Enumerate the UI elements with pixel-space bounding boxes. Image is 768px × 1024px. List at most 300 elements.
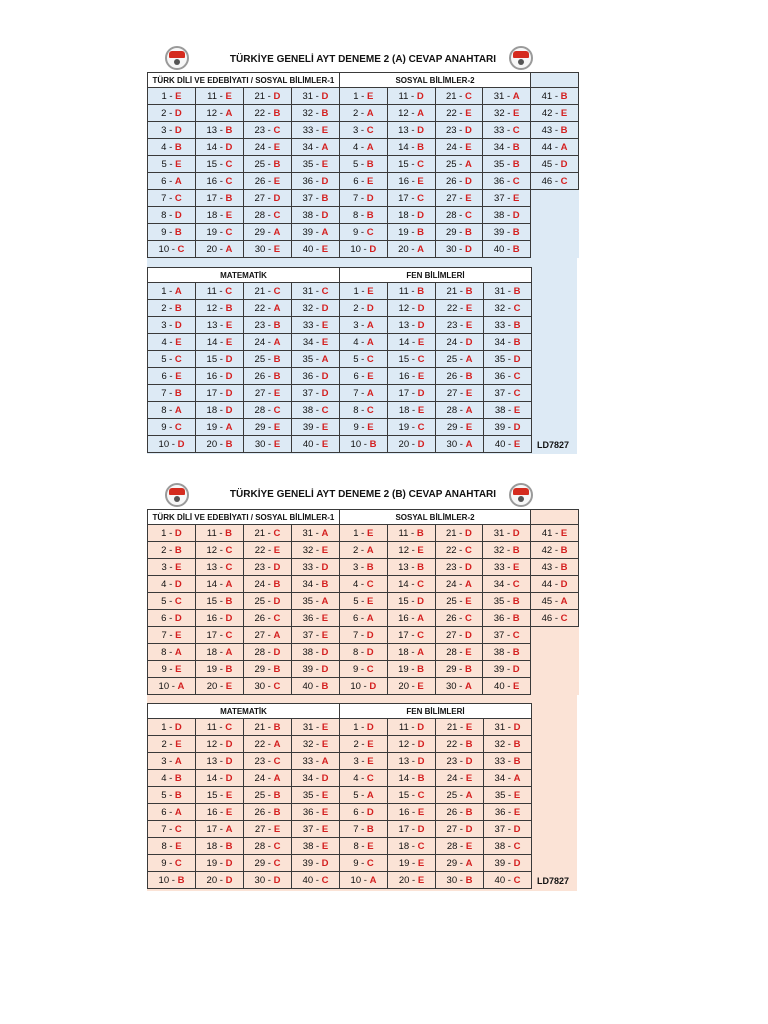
answer-cell — [387, 88, 435, 105]
question-number: 35 - — [494, 353, 514, 365]
answer-cell — [531, 525, 579, 542]
answer-cell — [340, 855, 388, 872]
answer-letter: C — [225, 175, 233, 187]
answer-letter: A — [417, 646, 425, 658]
answer-cell — [292, 385, 340, 402]
answer-cell — [292, 317, 340, 334]
answer-cell — [244, 719, 292, 736]
question-number: 24 - — [446, 336, 466, 348]
question-number: 16 - — [398, 612, 418, 624]
question-number: 8 - — [161, 646, 175, 658]
answer-cell — [244, 838, 292, 855]
question-number: 23 - — [254, 561, 274, 573]
answer-letter: D — [465, 823, 473, 835]
answer-letter: E — [273, 387, 281, 399]
question-number: 31 - — [494, 721, 514, 733]
question-number: 30 - — [254, 680, 274, 692]
question-number: 1 - — [353, 285, 368, 297]
answer-letter: E — [321, 319, 329, 331]
answer-letter: D — [512, 663, 520, 675]
answer-cell — [388, 283, 436, 300]
answer-letter: E — [417, 404, 425, 416]
answer-cell — [148, 402, 196, 419]
answer-letter: C — [174, 353, 182, 365]
question-number: 38 - — [494, 840, 514, 852]
question-number: 26 - — [445, 175, 465, 187]
question-number: 36 - — [493, 175, 513, 187]
question-number: 23 - — [254, 124, 274, 136]
answer-cell — [339, 173, 387, 190]
answer-cell — [196, 855, 244, 872]
answer-cell — [483, 173, 531, 190]
question-number: 32 - — [494, 302, 514, 314]
answer-cell — [244, 736, 292, 753]
answer-cell — [196, 436, 244, 453]
answer-letter: D — [174, 527, 182, 539]
question-number: 34 - — [302, 772, 322, 784]
answer-letter: E — [465, 421, 473, 433]
answer-cell — [436, 838, 484, 855]
question-number: 32 - — [493, 544, 513, 556]
answer-cell — [244, 787, 292, 804]
answer-cell — [436, 872, 484, 889]
answer-cell — [148, 317, 196, 334]
answer-letter: A — [273, 738, 281, 750]
answer-cell — [387, 241, 435, 258]
question-number: 33 - — [302, 561, 322, 573]
answer-cell — [435, 610, 483, 627]
answer-cell — [148, 838, 196, 855]
answer-cell — [339, 105, 387, 122]
question-number: 36 - — [493, 612, 513, 624]
answer-cell — [292, 872, 340, 889]
table-row — [148, 385, 532, 402]
question-number: 39 - — [494, 857, 514, 869]
answer-letter: D — [417, 124, 425, 136]
answer-cell — [291, 122, 339, 139]
answer-letter: B — [417, 663, 425, 675]
answer-cell — [483, 122, 531, 139]
answer-cell — [148, 283, 196, 300]
answer-cell — [195, 627, 243, 644]
answer-letter: A — [225, 823, 233, 835]
answer-letter: A — [321, 527, 329, 539]
answer-cell — [483, 678, 531, 695]
answer-letter: E — [417, 544, 424, 556]
answer-letter: A — [225, 578, 233, 590]
answer-cell — [387, 610, 435, 627]
question-number: 14 - — [398, 336, 418, 348]
answer-letter: D — [174, 319, 182, 331]
answer-letter: B — [225, 438, 233, 450]
answer-cell — [388, 821, 436, 838]
empty-cell — [531, 190, 579, 207]
answer-cell — [483, 610, 531, 627]
answer-letter: E — [225, 90, 232, 102]
answer-letter: E — [273, 243, 281, 255]
question-number: 13 - — [206, 561, 226, 573]
question-number: 40 - — [302, 680, 322, 692]
answer-letter: A — [174, 646, 182, 658]
answer-letter: E — [465, 302, 473, 314]
answer-cell — [483, 644, 531, 661]
answer-cell — [484, 787, 532, 804]
answer-cell — [195, 525, 243, 542]
answer-cell — [195, 559, 243, 576]
answer-letter: D — [513, 353, 521, 365]
answer-letter: B — [225, 302, 233, 314]
answer-cell — [531, 542, 579, 559]
answer-cell — [148, 300, 196, 317]
answer-letter: E — [273, 438, 281, 450]
question-number: 12 - — [206, 738, 226, 750]
answer-letter: E — [225, 319, 233, 331]
answer-letter: D — [321, 175, 329, 187]
answer-cell — [388, 317, 436, 334]
answer-letter: A — [174, 285, 182, 297]
question-number: 46 - — [541, 175, 561, 187]
table-header-row — [148, 704, 532, 719]
answer-cell — [483, 576, 531, 593]
answer-letter: E — [366, 527, 374, 539]
question-number: 15 - — [206, 789, 226, 801]
question-number: 8 - — [161, 840, 176, 852]
answer-cell — [196, 283, 244, 300]
table-row — [148, 156, 579, 173]
question-number: 29 - — [254, 663, 274, 675]
answer-cell — [291, 190, 339, 207]
answer-cell — [340, 770, 388, 787]
question-number: 17 - — [206, 387, 226, 399]
question-number: 19 - — [398, 226, 418, 238]
question-number: 19 - — [398, 421, 418, 433]
answer-cell — [195, 224, 243, 241]
question-number: 26 - — [254, 612, 274, 624]
empty-cell — [531, 678, 579, 695]
question-number: 16 - — [206, 370, 226, 382]
question-number: 44 - — [541, 141, 561, 153]
answer-letter: A — [321, 595, 329, 607]
answer-cell — [484, 436, 532, 453]
question-number: 45 - — [541, 158, 561, 170]
answer-letter: C — [417, 578, 425, 590]
answer-cell — [243, 559, 291, 576]
question-number: 26 - — [446, 806, 466, 818]
answer-letter: B — [560, 544, 568, 556]
question-number: 27 - — [254, 192, 274, 204]
answer-letter: A — [225, 243, 233, 255]
answer-letter: C — [273, 209, 281, 221]
answer-cell — [388, 351, 436, 368]
question-number: 10 - — [158, 680, 178, 692]
answer-cell — [292, 351, 340, 368]
answer-cell — [291, 173, 339, 190]
question-number: 22 - — [254, 544, 274, 556]
answer-cell — [291, 678, 339, 695]
question-number: 28 - — [446, 840, 466, 852]
question-number: 20 - — [398, 680, 418, 692]
answer-cell — [292, 736, 340, 753]
answer-letter: D — [225, 370, 233, 382]
question-number: 23 - — [254, 319, 274, 331]
answer-letter: C — [513, 840, 521, 852]
answer-cell — [148, 678, 196, 695]
question-number: 40 - — [302, 243, 322, 255]
question-number: 23 - — [254, 755, 274, 767]
answer-cell — [148, 661, 196, 678]
question-number: 1 - — [161, 721, 175, 733]
question-number: 30 - — [446, 874, 466, 886]
question-number: 12 - — [398, 544, 418, 556]
answer-cell — [243, 661, 291, 678]
question-number: 10 - — [350, 243, 370, 255]
answer-cell — [292, 368, 340, 385]
answer-cell — [148, 368, 196, 385]
table-header-row — [148, 73, 579, 88]
question-number: 19 - — [398, 663, 418, 675]
table-row — [148, 334, 532, 351]
answer-cell — [148, 224, 196, 241]
question-number: 10 - — [158, 243, 178, 255]
question-number: 3 - — [161, 755, 175, 767]
answer-cell — [436, 770, 484, 787]
answer-letter: D — [225, 404, 233, 416]
answer-cell — [148, 139, 196, 156]
answer-cell — [243, 156, 291, 173]
answer-cell — [148, 156, 196, 173]
answer-letter: E — [321, 629, 329, 641]
answer-cell — [244, 872, 292, 889]
question-number: 17 - — [398, 387, 418, 399]
answer-cell — [292, 787, 340, 804]
answer-letter: B — [369, 438, 377, 450]
answer-cell — [483, 88, 531, 105]
answer-cell — [148, 770, 196, 787]
answer-letter: E — [366, 595, 374, 607]
answer-cell — [388, 368, 436, 385]
answer-letter: D — [417, 595, 425, 607]
answer-letter: E — [366, 175, 374, 187]
question-number: 25 - — [254, 158, 274, 170]
table-row — [148, 719, 532, 736]
answer-letter: E — [273, 823, 281, 835]
section-header: TÜRK DİLİ VE EDEBİYATI / SOSYAL BİLİMLER-1 — [148, 73, 340, 88]
answer-cell — [291, 105, 339, 122]
question-number: 17 - — [206, 192, 226, 204]
answer-cell — [148, 593, 196, 610]
answer-cell — [531, 105, 579, 122]
answer-cell — [435, 173, 483, 190]
answer-cell — [484, 872, 532, 889]
answer-cell — [195, 88, 243, 105]
table-row — [148, 644, 579, 661]
answer-letter: C — [273, 755, 281, 767]
question-number: 14 - — [206, 141, 226, 153]
answer-letter: A — [321, 755, 329, 767]
answer-cell — [339, 156, 387, 173]
answer-letter: B — [321, 578, 329, 590]
question-number: 34 - — [494, 336, 514, 348]
empty-cell — [531, 627, 579, 644]
answer-cell — [484, 419, 532, 436]
answer-cell — [387, 139, 435, 156]
question-number: 11 - — [206, 527, 226, 539]
answer-cell — [291, 224, 339, 241]
answer-cell — [436, 317, 484, 334]
answer-cell — [340, 300, 388, 317]
answer-letter: B — [512, 612, 520, 624]
answer-letter: C — [512, 124, 520, 136]
answer-letter: A — [513, 772, 521, 784]
question-number: 15 - — [398, 353, 418, 365]
answer-cell — [531, 610, 579, 627]
answer-cell — [387, 559, 435, 576]
answer-cell — [195, 644, 243, 661]
question-number: 34 - — [493, 578, 513, 590]
answer-letter: E — [321, 612, 329, 624]
question-number: 12 - — [398, 738, 418, 750]
answer-letter: D — [174, 124, 182, 136]
answer-letter: A — [464, 680, 472, 692]
table-row — [148, 122, 579, 139]
answer-letter: E — [321, 336, 329, 348]
question-number: 3 - — [352, 124, 367, 136]
answer-cell — [435, 644, 483, 661]
question-number: 26 - — [446, 370, 466, 382]
answer-letter: E — [273, 175, 281, 187]
answer-cell — [292, 770, 340, 787]
question-number: 13 - — [398, 319, 418, 331]
answer-cell — [435, 678, 483, 695]
question-number: 1 - — [161, 90, 176, 102]
answer-cell — [243, 173, 291, 190]
answer-cell — [244, 351, 292, 368]
answer-letter: E — [417, 680, 424, 692]
question-number: 4 - — [352, 141, 367, 153]
answer-letter: C — [321, 404, 329, 416]
question-number: 8 - — [352, 209, 367, 221]
answer-letter: D — [366, 646, 374, 658]
answer-cell — [196, 838, 244, 855]
answer-cell — [243, 105, 291, 122]
answer-letter: D — [273, 595, 281, 607]
section-header-extra — [531, 73, 579, 88]
question-number: 45 - — [541, 595, 561, 607]
question-number: 32 - — [302, 107, 322, 119]
question-number: 11 - — [206, 721, 226, 733]
question-number: 21 - — [254, 527, 274, 539]
question-number: 32 - — [302, 302, 322, 314]
answer-cell — [483, 593, 531, 610]
question-number: 9 - — [352, 226, 367, 238]
question-number: 24 - — [445, 578, 465, 590]
question-number: 17 - — [398, 629, 418, 641]
answer-cell — [435, 156, 483, 173]
answer-key-a-math-science-table — [147, 267, 532, 453]
answer-cell — [243, 241, 291, 258]
answer-cell — [148, 190, 196, 207]
question-number: 16 - — [398, 806, 418, 818]
question-number: 10 - — [158, 874, 178, 886]
answer-cell — [387, 173, 435, 190]
answer-letter: E — [465, 387, 473, 399]
question-number: 37 - — [494, 387, 514, 399]
answer-letter: C — [273, 857, 281, 869]
answer-cell — [340, 419, 388, 436]
question-number: 16 - — [206, 612, 226, 624]
answer-letter: A — [366, 544, 374, 556]
table-row — [148, 173, 579, 190]
empty-cell — [531, 644, 579, 661]
question-number: 1 - — [161, 285, 175, 297]
answer-cell — [340, 821, 388, 838]
answer-cell — [387, 644, 435, 661]
answer-cell — [243, 139, 291, 156]
answer-letter: D — [174, 209, 182, 221]
answer-letter: D — [321, 772, 329, 784]
answer-cell — [436, 804, 484, 821]
answer-letter: C — [560, 175, 568, 187]
answer-letter: A — [366, 612, 374, 624]
answer-cell — [435, 139, 483, 156]
answer-cell — [484, 402, 532, 419]
question-number: 19 - — [398, 857, 418, 869]
answer-cell — [436, 351, 484, 368]
question-number: 22 - — [446, 302, 466, 314]
answer-letter: C — [464, 209, 472, 221]
answer-letter: C — [366, 578, 374, 590]
table-header-row — [148, 268, 532, 283]
answer-letter: B — [273, 721, 281, 733]
answer-cell — [435, 593, 483, 610]
question-number: 34 - — [494, 772, 514, 784]
answer-cell — [387, 207, 435, 224]
answer-letter: B — [174, 226, 182, 238]
question-number: 21 - — [254, 90, 274, 102]
answer-letter: B — [273, 578, 281, 590]
question-number: 36 - — [302, 806, 322, 818]
question-number: 2 - — [161, 302, 175, 314]
question-number: 5 - — [353, 353, 367, 365]
answer-cell — [196, 872, 244, 889]
answer-cell — [484, 753, 532, 770]
answer-cell — [388, 855, 436, 872]
answer-cell — [388, 436, 436, 453]
answer-letter: C — [513, 302, 521, 314]
answer-cell — [244, 368, 292, 385]
answer-cell — [436, 419, 484, 436]
question-number: 7 - — [161, 823, 175, 835]
answer-cell — [148, 610, 196, 627]
answer-letter: D — [417, 738, 425, 750]
question-number: 13 - — [398, 755, 418, 767]
question-number: 34 - — [302, 336, 322, 348]
answer-cell — [339, 559, 387, 576]
question-number: 12 - — [206, 107, 226, 119]
answer-cell — [436, 753, 484, 770]
section-header: MATEMATİK — [148, 704, 340, 719]
question-number: 36 - — [302, 175, 322, 187]
answer-cell — [148, 351, 196, 368]
answer-cell — [148, 88, 196, 105]
answer-cell — [292, 855, 340, 872]
question-number: 43 - — [541, 124, 561, 136]
answer-letter: D — [465, 336, 473, 348]
answer-cell — [244, 436, 292, 453]
answer-cell — [388, 770, 436, 787]
answer-cell — [196, 804, 244, 821]
answer-letter: A — [369, 874, 377, 886]
